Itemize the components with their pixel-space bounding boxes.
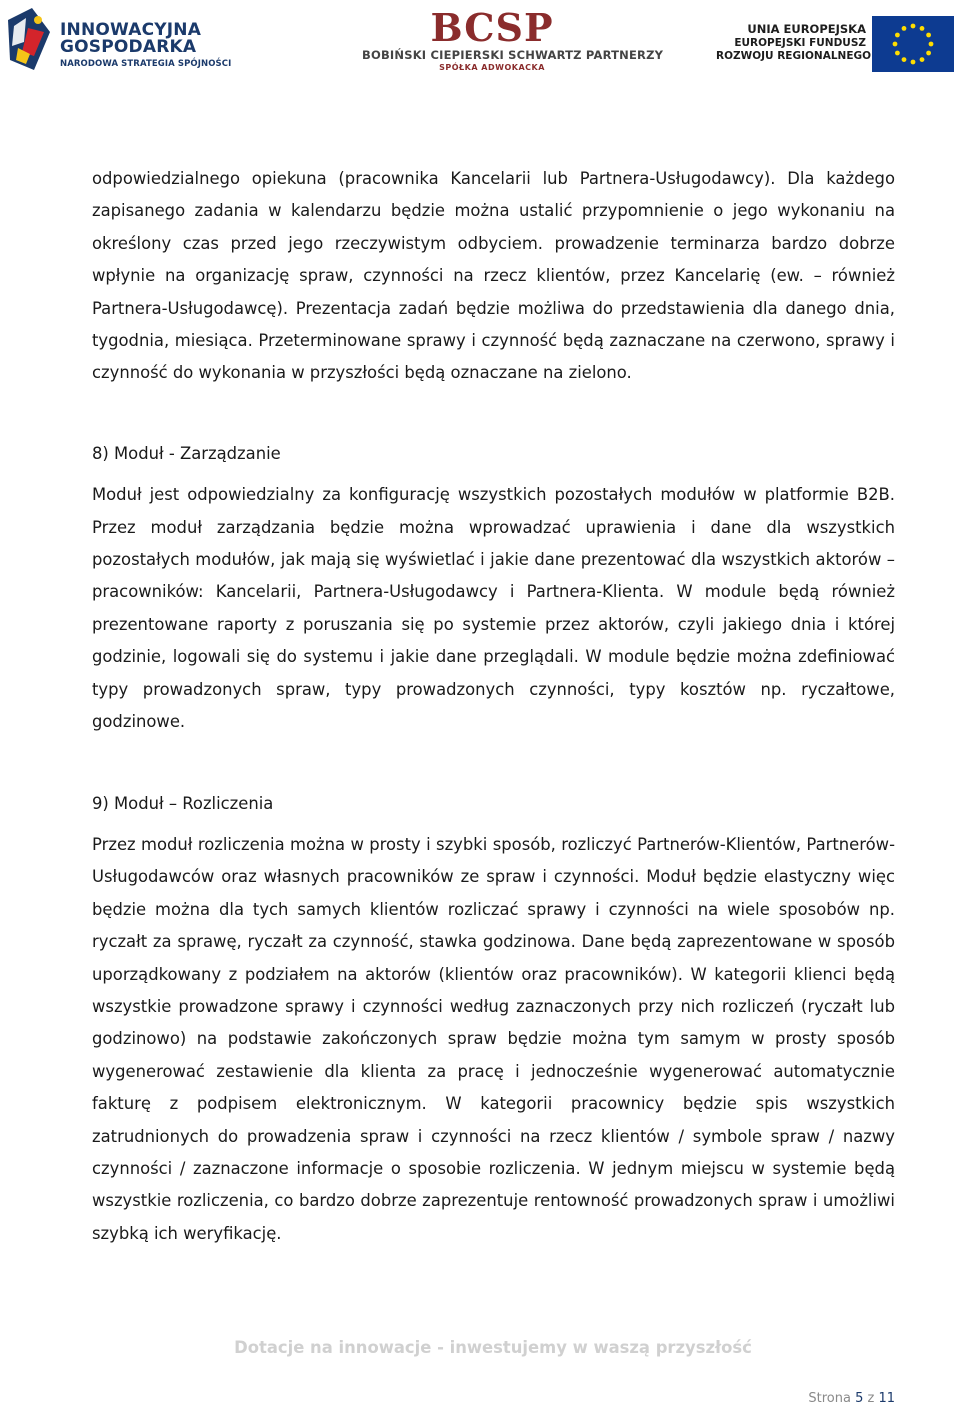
spacer bbox=[92, 390, 895, 438]
spacer bbox=[92, 739, 895, 788]
page-number bbox=[808, 1391, 895, 1406]
page-header bbox=[0, 0, 960, 80]
section-8-paragraph: Moduł jest odpowiedzialny za konfigurację wszystkich pozostałych modułów w platformie B2B. Przez moduł zarządzania będzie można wprowadzać uprawienia i dane dla wszystkich pozostałych modułów, jak mają się wyświetlać i jakie dane prezentować dla wszystkich aktorów – pracowników: Kancelarii, Partnera-Usługodawcy i Partnera-Klienta. W module będą również prezentowane raporty z poruszania się po systemie przez aktorów, czyli jakiego dnia i której godzinie, logowali się do systemu i jakie dane przeglądali. W module będzie można zdefiniować typy prowadzonych spraw, typy prowadzonych czynności, typy kosztów np. ryczałtowe, godzinowe. bbox=[92, 485, 895, 732]
page-total: 11 bbox=[878, 1391, 895, 1406]
eu-logo bbox=[716, 12, 956, 72]
document-body bbox=[92, 163, 895, 1250]
eu-flag-icon bbox=[872, 16, 954, 72]
innowacyjna-gospodarka-emblem-icon bbox=[4, 6, 54, 72]
page-current: 5 bbox=[855, 1391, 864, 1406]
spacer bbox=[92, 470, 895, 479]
eu-line3: ROZWOJU REGIONALNEGO bbox=[716, 50, 872, 62]
bcsp-logo bbox=[362, 5, 664, 80]
section-9-paragraph: Przez moduł rozliczenia można w prosty i szybki sposób, rozliczyć Partnerów-Klientów, Partnerów-Usługodawców oraz własnych pracowników ze spraw i czynności. Moduł będzie elastyczny więc będzie można dla tych samych klientów rozliczać sprawy i czynności na wiele sposobów np. ryczałt za sprawę, ryczałt za czynność, stawka godzinowa. Dane będą zaprezentowane w sposób uporządkowany z podziałem na aktorów (klientów oraz pracowników). W kategorii klienci będą wszystkie prowadzone sprawy i czynności według zaznaczonych przy nich rozliczeń (ryczałt lub godzinowo) na podstawie zakończonych spraw będzie można tym samym w prosty sposób wygenerować zestawienie dla klienta za pracę i jednocześnie wygenerować automatycznie fakturę z podpisem elektronicznym. W kategorii pracownicy będzie spis wszystkich zatrudnionych do prowadzenia spraw i czynności na rzecz klientów / symbole spraw / nazwy czynności / zaznaczone informacje o sposobie rozliczenia. W jednym miejscu w systemie będą wszystkie rozliczenia, co bardzo dobrze zaprezentuje rentowność prowadzonych spraw i umożliwi szybką ich weryfikację. bbox=[92, 834, 895, 1243]
ig-line1: INNOWACYJNA bbox=[60, 20, 202, 40]
bcsp-firm-name: BOBIŃSKI CIEPIERSKI SCHWARTZ PARTNERZY bbox=[362, 48, 664, 62]
eu-line2: EUROPEJSKI FUNDUSZ bbox=[734, 37, 866, 49]
eu-logo-text bbox=[716, 22, 872, 63]
bcsp-firm-kind: SPÓŁKA ADWOKACKA bbox=[439, 63, 545, 72]
page-separator: z bbox=[867, 1391, 875, 1406]
section-9-heading: 9) Moduł – Rozliczenia bbox=[92, 793, 274, 813]
innowacyjna-gospodarka-title bbox=[60, 22, 201, 56]
bcsp-mark: BCSP bbox=[430, 5, 554, 50]
spacer bbox=[92, 820, 895, 829]
section-8-heading: 8) Moduł - Zarządzanie bbox=[92, 443, 281, 463]
footer-slogan: Dotacje na innowacje - inwestujemy w waszą przyszłość bbox=[234, 1338, 752, 1357]
eu-line1: UNIA EUROPEJSKA bbox=[747, 22, 866, 36]
ig-line2: GOSPODARKA bbox=[60, 37, 197, 57]
ig-subtitle: NARODOWA STRATEGIA SPÓJNOŚCI bbox=[60, 59, 232, 69]
page-prefix: Strona bbox=[808, 1391, 851, 1406]
innowacyjna-gospodarka-logo bbox=[4, 4, 232, 74]
paragraph-calendar: odpowiedzialnego opiekuna (pracownika Kancelarii lub Partnera-Usługodawcy). Dla każdego zapisanego zadania w kalendarzu będzie można ustalić przypomnienie o jego wykonaniu na określony czas przed jego rzeczywistym odbyciem. prowadzenie terminarza bardzo dobrze wpłynie na organizację spraw, czynności na rzecz klientów, przez Kancelarię (ew. – również Partnera-Usługodawcę). Prezentacja zadań będzie możliwa do przedstawienia dla danego dnia, tygodnia, miesiąca. Przeterminowane sprawy i czynność będą zaznaczane na czerwono, sprawy i czynność do wykonania w przyszłości będą oznaczane na zielono. bbox=[92, 169, 895, 383]
